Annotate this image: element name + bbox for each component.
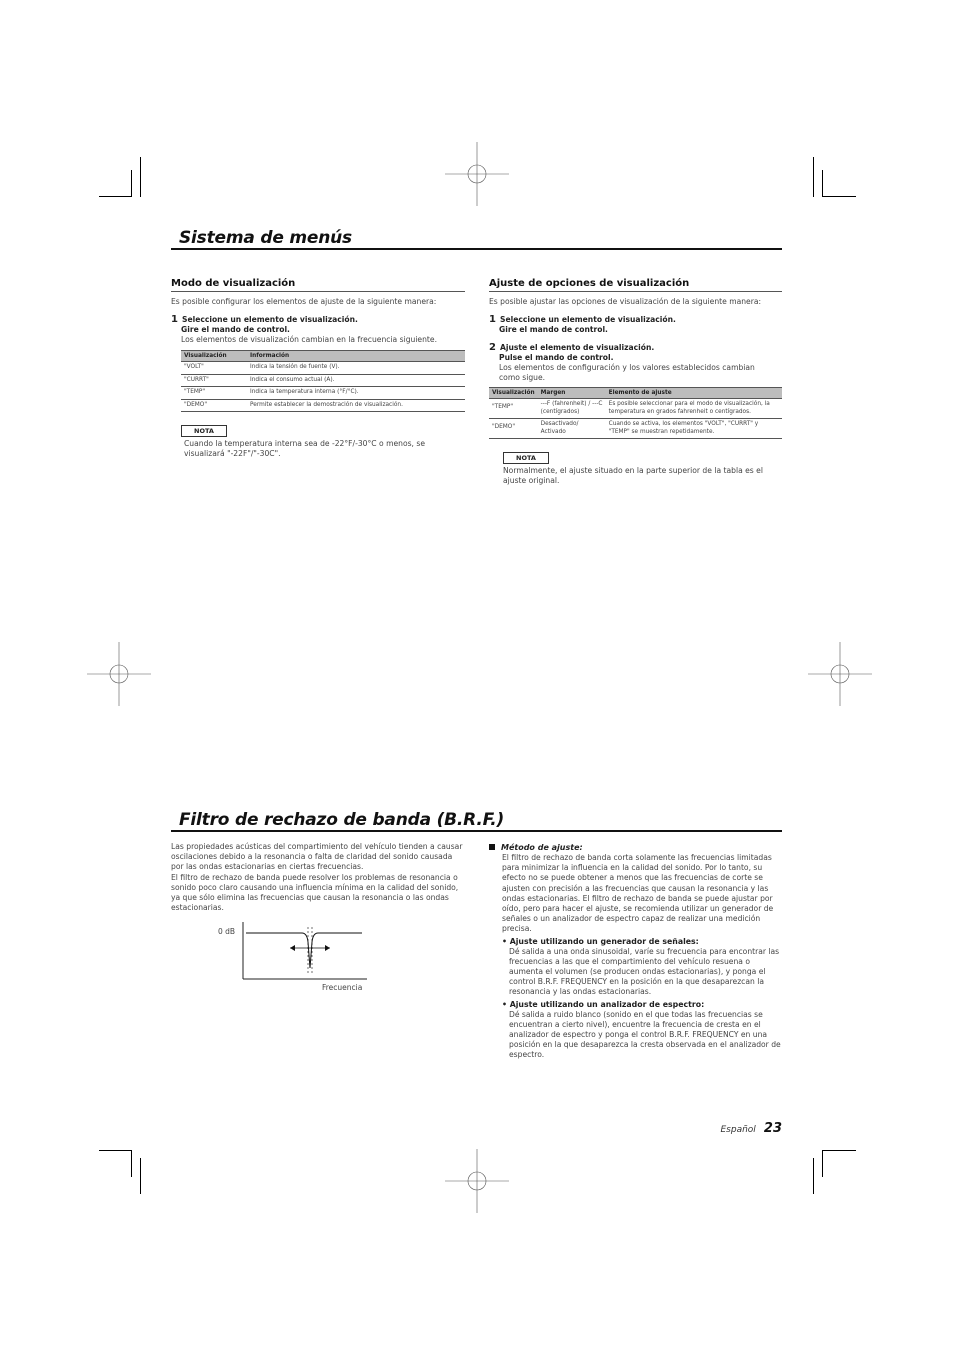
display-options-table — [489, 387, 782, 439]
heading-underline — [489, 291, 782, 292]
display-mode-table — [181, 350, 465, 412]
notch-curve-icon — [242, 922, 372, 980]
table-header: Visualización — [181, 351, 247, 362]
table-row: "DEMO" Desactivado/ Activado Cuando se activa, los elementos "VOLT", "CURRT" y "TEMP" se muestran repetidamente. — [489, 419, 782, 439]
note-label: NOTA — [181, 425, 227, 437]
section-divider — [171, 830, 782, 832]
registration-mark-icon — [87, 642, 151, 706]
square-bullet-icon — [489, 844, 495, 850]
display-options-heading: Ajuste de opciones de visualización — [489, 278, 690, 289]
step-instruction: Seleccione un elemento de visualización. — [499, 315, 676, 324]
registration-mark-icon — [445, 142, 509, 206]
brf-intro-paragraph: Las propiedades acústicas del compartimiento del vehículo tienden a causar oscilaciones debido a la resonancia o falta de claridad del sonido causada por las ondas estacionarias en ciertas frecuencias. — [171, 842, 463, 872]
display-options-intro: Es posible ajustar las opciones de visualización de la siguiente manera: — [489, 297, 762, 306]
bullet-heading: • Ajuste utilizando un analizador de espectro: — [502, 999, 705, 1009]
step-instruction: Pulse el mando de control. — [499, 353, 614, 362]
display-mode-intro: Es posible configurar los elementos de ajuste de la siguiente manera: — [171, 297, 437, 306]
table-row: "DEMO" Permite establecer la demostración de visualización. — [181, 399, 465, 412]
note-text: Cuando la temperatura interna sea de -22°F/-30°C o menos, se visualizará "-22F"/"-30C". — [184, 439, 426, 458]
step-instruction: Seleccione un elemento de visualización. — [181, 315, 358, 324]
step-instruction: Gire el mando de control. — [499, 325, 608, 334]
page-number: 23 — [763, 1121, 782, 1136]
registration-mark-icon — [445, 1149, 509, 1213]
table-row: "TEMP" Indica la temperatura interna (°F/°C). — [181, 387, 465, 400]
method-heading: Método de ajuste: — [501, 843, 583, 852]
table-header: Margen — [538, 388, 606, 399]
display-options-step-1 — [489, 315, 782, 325]
note-label: NOTA — [503, 452, 549, 464]
graph-y-label: 0 dB — [218, 927, 236, 936]
bullet-text: Dé salida a ruido blanco (sonido en el que todas las frecuencias se encuentran a cierto nivel), encuentre la frecuencia de cresta en el analizador de espectro y ponga el control B.R.F. FREQUENCY en una posición en la que desaparezca la cresta observada en el analizador de espectro. — [509, 1009, 781, 1060]
footer-language: Español — [720, 1125, 756, 1135]
table-header: Visualización — [489, 388, 538, 399]
section-divider — [171, 248, 782, 250]
display-mode-block — [171, 278, 465, 459]
table-row: "VOLT" Indica la tensión de fuente (V). — [181, 362, 465, 375]
brf-intro — [171, 842, 465, 913]
bullet-text: Dé salida a una onda sinusoidal, varíe su frecuencia para encontrar las frecuencias a las que el compartimiento del vehículo resuena o aumenta el volumen (se producen ondas estacionarias), y ponga el control B.R.F. FREQUENCY en la posición en la que desaparezcan la resonancia y las ondas estacionarias. — [509, 946, 780, 997]
bullet-heading: • Ajuste utilizando un generador de señales: — [502, 936, 699, 946]
heading-underline — [171, 291, 465, 292]
display-options-step-2 — [489, 343, 782, 353]
brf-response-graph — [208, 922, 378, 997]
step-number: 1 — [171, 314, 178, 325]
step-instruction: Ajuste el elemento de visualización. — [499, 343, 655, 352]
section-title-menu-system: Sistema de menús — [179, 228, 352, 248]
graph-x-label: Frecuencia — [322, 983, 363, 992]
step-description: Los elementos de configuración y los valores establecidos cambian como sigue. — [499, 363, 755, 382]
method-text: El filtro de rechazo de banda corta solamente las frecuencias limitadas para minimizar la influencia en la calidad del sonido. Por lo tanto, su efecto no se puede obtener a menos que las frecuencias de corte se ajusten con precisión a las frecuencias que causan la resonancia y las ondas estacionarias. El filtro de rechazo de banda se puede ajustar por oído, pero para hacer el ajuste, se recomienda utilizar un generador de señales o un analizador de espectro capaz de realizar una medición precisa. — [502, 853, 774, 934]
brf-method-block — [489, 842, 783, 1061]
table-header: Información — [247, 351, 465, 362]
display-options-block — [489, 278, 782, 486]
brf-intro-paragraph: El filtro de rechazo de banda puede resolver los problemas de resonancia o sonido poco claro causando una influencia mínima en la calidad del sonido, ya que sólo elimina las frecuencias que causan la resonancia o las ondas estacionarias. — [171, 872, 459, 913]
step-number: 1 — [489, 314, 496, 325]
registration-mark-icon — [808, 642, 872, 706]
step-instruction: Gire el mando de control. — [181, 325, 290, 334]
display-mode-heading: Modo de visualización — [171, 278, 296, 289]
page-footer — [690, 1117, 782, 1136]
table-row: "CURRT" Indica el consumo actual (A). — [181, 374, 465, 387]
step-number: 2 — [489, 342, 496, 353]
note-text: Normalmente, el ajuste situado en la parte superior de la tabla es el ajuste original. — [503, 466, 763, 485]
step-description: Los elementos de visualización cambian en la frecuencia siguiente. — [181, 335, 437, 344]
section-title-brf: Filtro de rechazo de banda (B.R.F.) — [179, 810, 505, 830]
table-row: "TEMP" ---F (fahrenheit) / ---C (centígrados) Es posible seleccionar para el modo de visualización, la temperatura en grados fahrenheit o centígrados. — [489, 399, 782, 419]
table-header: Elemento de ajuste — [606, 388, 782, 399]
display-mode-step-1 — [171, 315, 465, 325]
